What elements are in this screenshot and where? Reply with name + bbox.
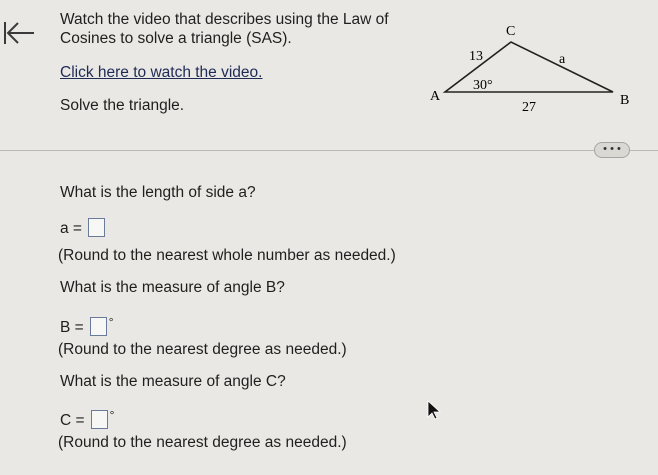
question-side-a-prompt: What is the length of side a? xyxy=(60,184,256,201)
answer-angle-b-row xyxy=(60,313,114,337)
side-ab-label: 27 xyxy=(522,100,536,115)
degree-symbol: ° xyxy=(108,315,114,329)
vertex-a-label: A xyxy=(430,89,441,104)
task-text: Solve the triangle. xyxy=(60,97,185,114)
question-angle-b-hint: (Round to the nearest degree as needed.) xyxy=(58,341,347,358)
question-side-a-hint: (Round to the nearest whole number as needed.) xyxy=(58,247,396,264)
degree-symbol: ° xyxy=(109,408,115,422)
answer-side-a-label: a = xyxy=(60,220,82,237)
instruction-line-2: Cosines to solve a triangle (SAS). xyxy=(60,30,292,47)
answer-angle-c-row xyxy=(60,406,114,430)
mouse-pointer-icon xyxy=(427,400,441,420)
section-divider xyxy=(0,150,658,151)
watch-video-link[interactable]: Click here to watch the video. xyxy=(60,64,263,81)
angle-b-answer-input[interactable] xyxy=(90,317,107,336)
question-angle-c-hint: (Round to the nearest degree as needed.) xyxy=(58,434,347,451)
vertex-c-label: C xyxy=(506,24,516,39)
answer-side-a-row xyxy=(60,218,105,238)
triangle-figure xyxy=(428,20,638,120)
vertex-b-label: B xyxy=(620,93,630,108)
side-bc-label: a xyxy=(559,52,566,67)
side-ac-label: 13 xyxy=(469,49,483,64)
answer-angle-b-label: B = xyxy=(60,319,84,336)
question-angle-c-prompt: What is the measure of angle C? xyxy=(60,373,286,390)
side-a-answer-input[interactable] xyxy=(88,218,105,237)
angle-a-label: 30° xyxy=(473,78,493,93)
question-angle-b-prompt: What is the measure of angle B? xyxy=(60,279,285,296)
angle-c-answer-input[interactable] xyxy=(91,410,108,429)
instruction-line-1: Watch the video that describes using the Law of xyxy=(60,11,389,28)
answer-angle-c-label: C = xyxy=(60,412,85,429)
more-options-button[interactable]: • • • xyxy=(594,142,630,158)
back-arrow-icon[interactable] xyxy=(2,18,36,48)
